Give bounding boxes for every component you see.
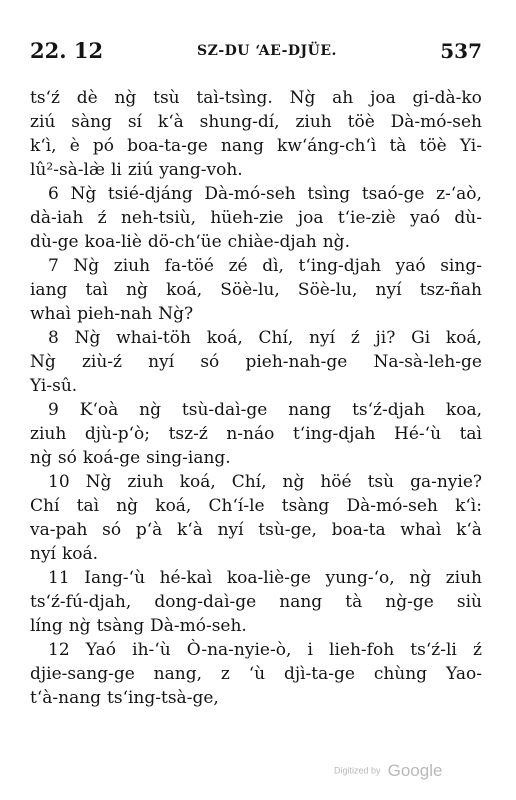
- digitized-by-label: Digitized by: [334, 765, 381, 776]
- text-line: ziuh djù-p‘ò; tsz-ź n-náo t‘ing-djah Hé-‘ù taì: [30, 424, 482, 444]
- text-line: dù-ge koa-liè dö-ch‘üe chiàe-djah ng̀.: [30, 232, 350, 252]
- text-line: t‘à-nang ts‘ing-tsà-ge,: [30, 688, 219, 708]
- running-header: [30, 38, 482, 66]
- digitized-by-google-watermark: [334, 760, 442, 781]
- text-line: 12 Yaó ih-‘ù Ò-na-nyie-ò, i lieh-foh ts‘ź-li ź: [48, 640, 482, 660]
- text-line: whaì pieh-nah Ng̀?: [30, 304, 194, 324]
- text-line: k‘ì, è pó boa-ta-ge nang kw‘áng-ch‘ì tà töè Yi-: [30, 136, 482, 156]
- google-logo-text: Google: [387, 760, 443, 780]
- text-line: iang taì ng̀ koá, Söè-lu, Söè-lu, nyí tsz-ñah: [30, 280, 482, 300]
- text-line: Ng̀ ziù-ź nyí só pieh-nah-ge Na-sà-leh-ge: [30, 352, 482, 372]
- text-line: va-pah só p‘à k‘à nyí tsù-ge, boa-ta whaì k‘à: [30, 520, 482, 540]
- chapter-verse-ref: 22. 12: [30, 38, 104, 63]
- text-line: ng̀ só koá-ge sing-iang.: [30, 448, 231, 468]
- text-line: ts‘ź-fú-djah, dong-daì-ge nang tà ng̀-ge siù: [30, 592, 482, 612]
- text-line: ts‘ź dè ng̀ tsù taì-tsìng. Ng̀ ah joa gi-dà-ko: [30, 88, 482, 108]
- text-line: 11 Iang-‘ù hé-kaì koa-liè-ge yung-‘o, ng̀ ziuh: [48, 568, 482, 588]
- text-line: 6 Ng̀ tsié-djáng Dà-mó-seh tsìng tsaó-ge z-‘aò,: [48, 184, 482, 204]
- text-line: 9 K‘oà ng̀ tsù-daì-ge nang ts‘ź-djah koa,: [48, 400, 482, 420]
- text-line: dà-iah ź neh-tsiù, hüeh-zie joa t‘ie-ziè yaó dù-: [30, 208, 482, 228]
- page-text-body: [30, 86, 482, 710]
- text-line: 7 Ng̀ ziuh fa-töé zé dì, t‘ing-djah yaó sing-: [48, 256, 482, 276]
- text-line: djie-sang-ge nang, z ‘ù djì-ta-ge chùng Yao-: [30, 664, 482, 684]
- text-line: 8 Ng̀ whai-töh koá, Chí, nyí ź ji? Gi koá,: [48, 328, 482, 348]
- text-line: Chí taì ng̀ koá, Ch‘í-le tsàng Dà-mó-seh k‘ì:: [30, 496, 482, 516]
- page-number: 537: [440, 39, 482, 63]
- text-line: lû²-sà-læ̀ li ziú yang-voh.: [30, 160, 243, 180]
- text-line: 10 Ng̀ ziuh koá, Chí, ng̀ höé tsù ga-nyie?: [48, 472, 482, 492]
- text-line: ziú sàng sí k‘à shung-dí, ziuh töè Dà-mó-seh: [30, 112, 482, 132]
- text-line: Yi-sû.: [30, 376, 78, 396]
- text-line: líng ng̀ tsàng Dà-mó-seh.: [30, 616, 247, 636]
- text-line: nyí koá.: [30, 544, 99, 564]
- running-title: SZ-DU ‘AE-DJÜE.: [197, 43, 337, 59]
